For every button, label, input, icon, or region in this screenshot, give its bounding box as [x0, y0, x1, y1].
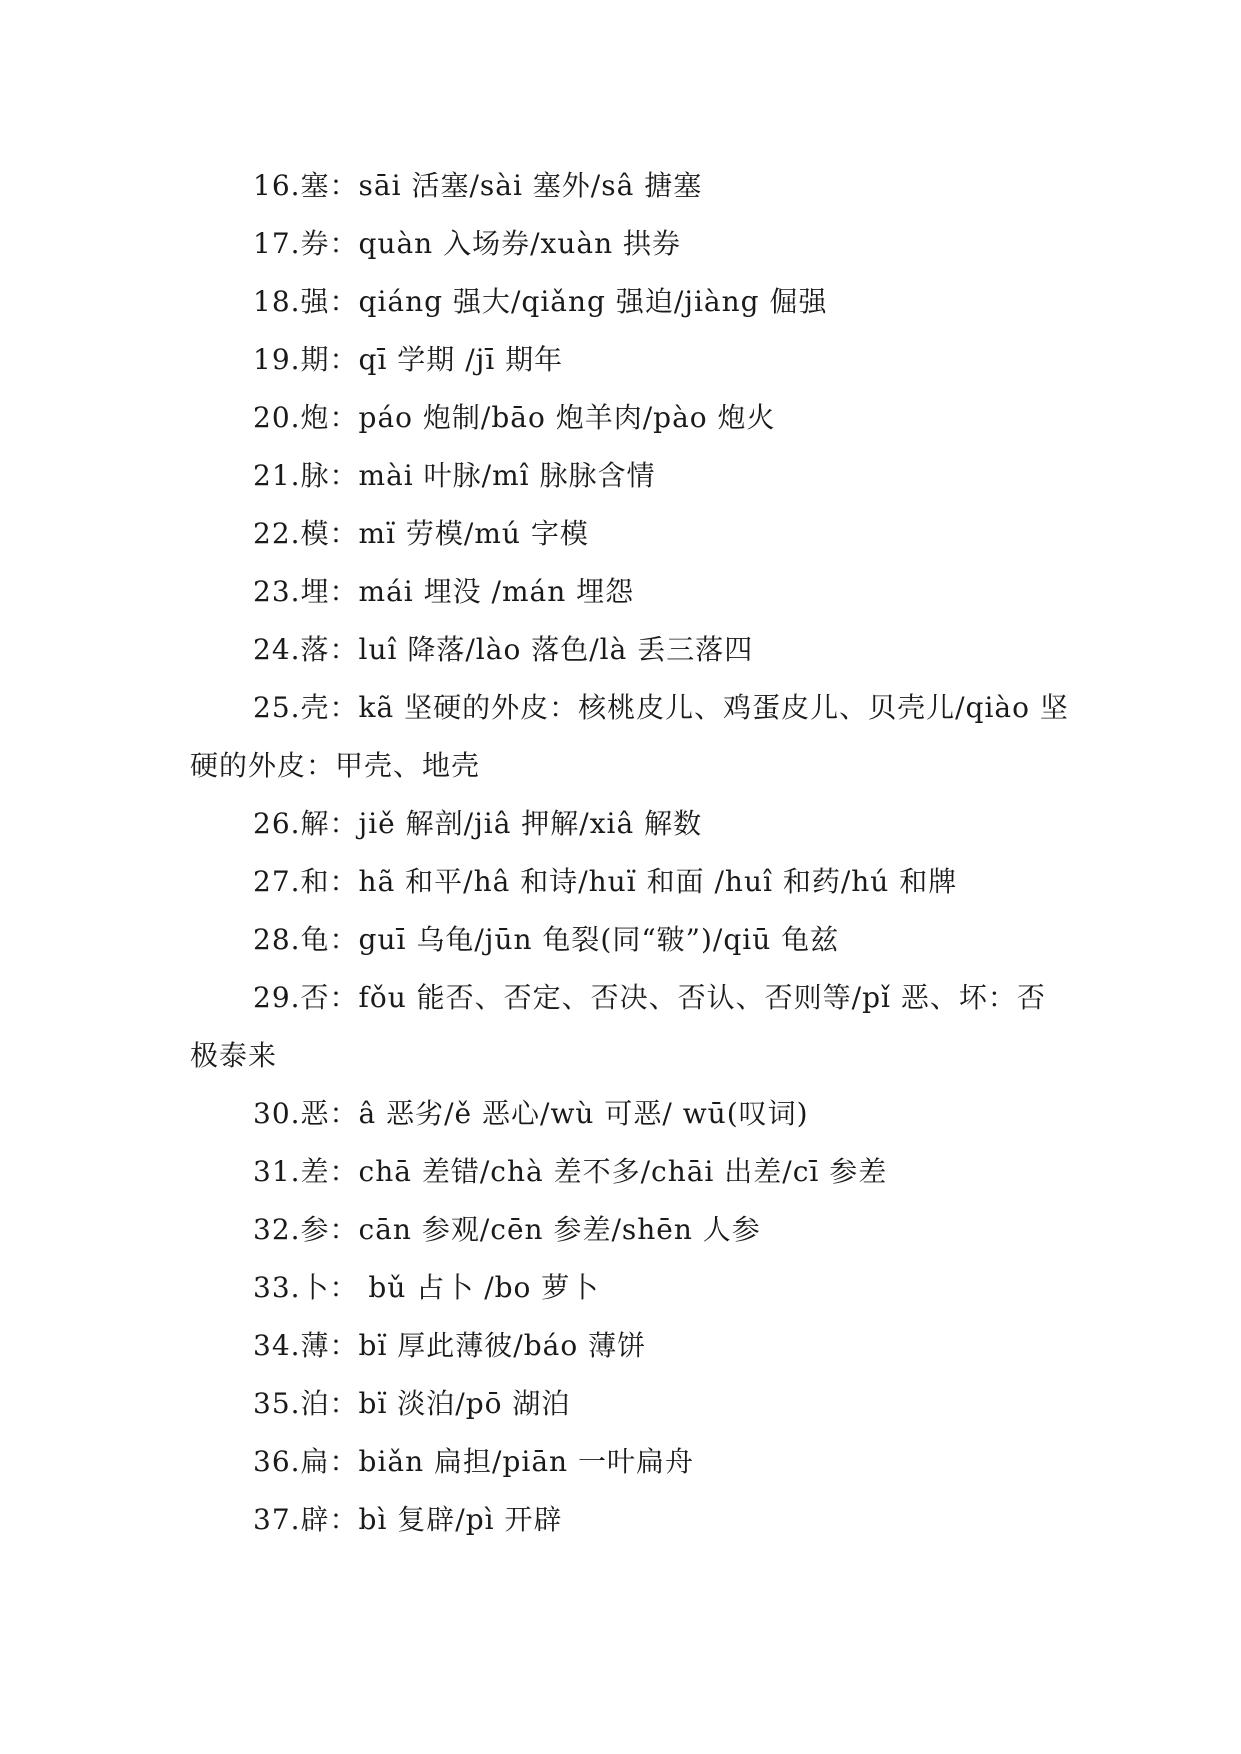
list-item: 26.解：jiě 解剖/jiâ 押解/xiâ 解数	[253, 807, 703, 840]
list-item: 34.薄：bï 厚此薄彼/báo 薄饼	[253, 1329, 647, 1362]
list-item: 31.差：chā 差错/chà 差不多/chāi 出差/cī 参差	[253, 1155, 888, 1188]
list-item: 29.否：fǒu 能否、否定、否决、否认、否则等/pǐ 恶、坏：否极泰来	[190, 981, 1046, 1072]
list-item: 35.泊：bï 淡泊/pō 湖泊	[253, 1387, 571, 1420]
list-item: 19.期：qī 学期 /jī 期年	[253, 343, 564, 376]
list-item: 16.塞：sāi 活塞/sài 塞外/sâ 搪塞	[253, 169, 703, 202]
list-item: 21.脉：mài 叶脉/mî 脉脉含情	[253, 459, 656, 492]
list-item: 28.龟：guī 乌龟/jūn 龟裂(同“皲”)/qiū 龟兹	[253, 923, 840, 956]
list-item: 20.炮：páo 炮制/bāo 炮羊肉/pào 炮火	[253, 401, 776, 434]
list-item: 22.模：mï 劳模/mú 字模	[253, 517, 589, 550]
list-item: 17.券：quàn 入场券/xuàn 拱券	[253, 227, 681, 260]
list-item: 27.和：hã 和平/hâ 和诗/huï 和面 /huî 和药/hú 和牌	[253, 865, 958, 898]
pronunciation-list	[190, 157, 1070, 1549]
list-item: 30.恶：â 恶劣/ě 恶心/wù 可恶/ wū(叹词)	[253, 1097, 809, 1130]
list-item: 32.参：cān 参观/cēn 参差/shēn 人参	[253, 1213, 761, 1246]
list-item: 18.强：qiáng 强大/qiǎng 强迫/jiàng 倔强	[253, 285, 828, 318]
list-item: 23.埋：mái 埋没 /mán 埋怨	[253, 575, 635, 608]
list-item: 24.落：luî 降落/lào 落色/là 丢三落四	[253, 633, 754, 666]
list-item: 36.扁：biǎn 扁担/piān 一叶扁舟	[253, 1445, 694, 1478]
list-item: 33.卜： bǔ 占卜 /bo 萝卜	[253, 1271, 600, 1304]
list-item: 37.辟：bì 复辟/pì 开辟	[253, 1503, 563, 1536]
list-item: 25.壳：kã 坚硬的外皮：核桃皮儿、鸡蛋皮儿、贝壳儿/qiào 坚硬的外皮：甲壳、地壳	[190, 691, 1069, 782]
